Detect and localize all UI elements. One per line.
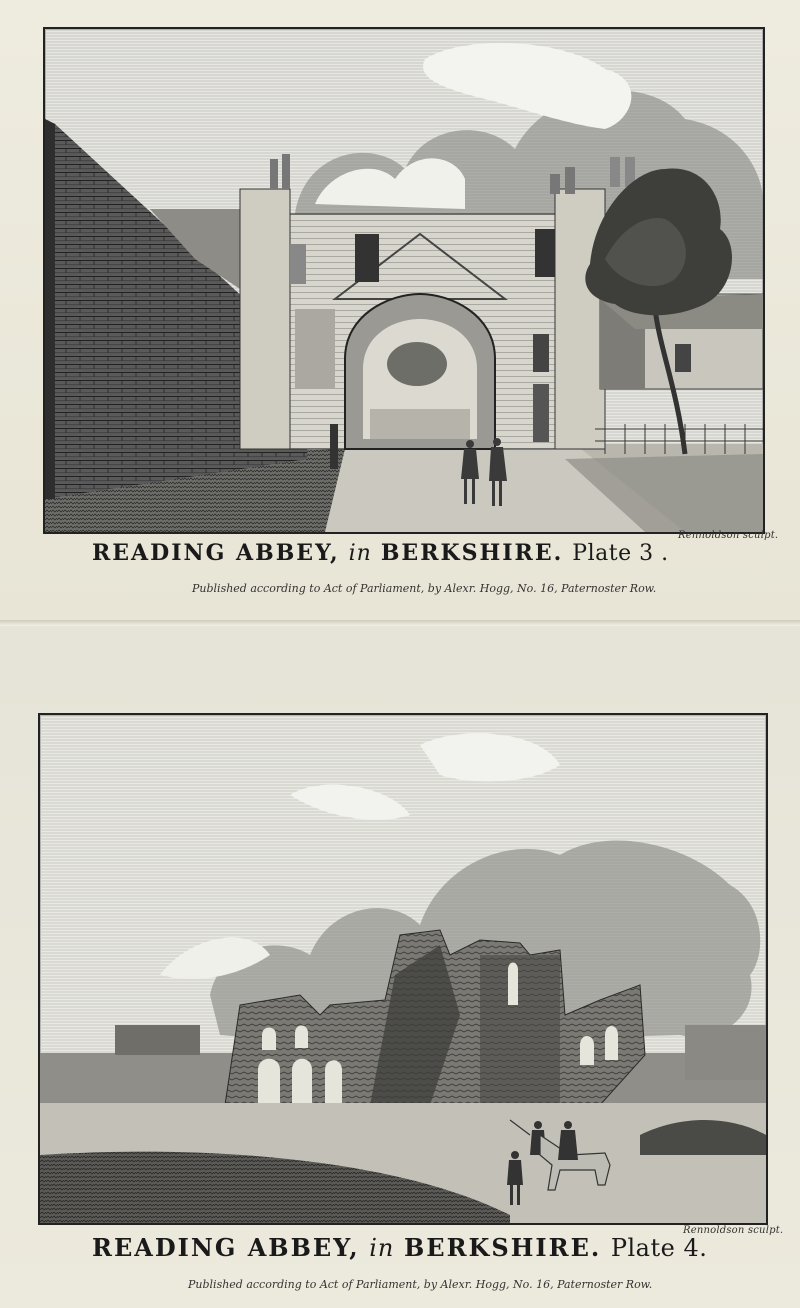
plate-3-engraver-credit: Rennoldson sculpt. bbox=[678, 530, 779, 541]
plate-3-engraving bbox=[43, 27, 765, 534]
plate-4-caption-number: Plate 4. bbox=[610, 1234, 708, 1262]
plate-4-engraver-credit: Rennoldson sculpt. bbox=[683, 1225, 784, 1236]
plate-3-caption bbox=[92, 540, 669, 566]
plate-3-caption-in: in bbox=[348, 541, 372, 566]
plate-3-caption-place: BERKSHIRE. bbox=[380, 540, 564, 566]
plate-3-caption-title: READING ABBEY, bbox=[92, 540, 340, 566]
plate-3-caption-number: Plate 3 . bbox=[572, 541, 669, 566]
plate-4-caption-place: BERKSHIRE. bbox=[404, 1233, 602, 1262]
page-fold bbox=[0, 620, 800, 626]
plate-4-caption-in: in bbox=[369, 1234, 395, 1262]
plate-4-caption bbox=[92, 1233, 707, 1262]
plate-4-caption-title: READING ABBEY, bbox=[92, 1233, 360, 1262]
plate-4-engraving bbox=[38, 713, 768, 1225]
plate-4-publisher-line: Published according to Act of Parliament, by Alexr. Hogg, No. 16, Paternoster Row. bbox=[188, 1278, 653, 1291]
plate-3-publisher-line: Published according to Act of Parliament, by Alexr. Hogg, No. 16, Paternoster Row. bbox=[192, 582, 657, 595]
